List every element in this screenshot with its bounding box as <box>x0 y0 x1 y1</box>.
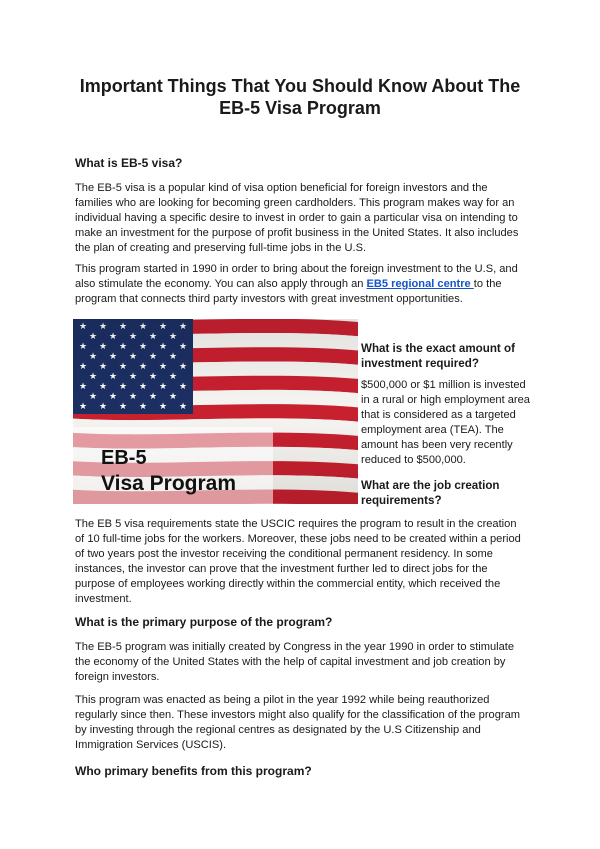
paragraph-text-before-link: This program started in 1990 in order to bring about the foreign investment to the U.S, and also stimulate the economy. You can also apply through an <box>75 263 518 290</box>
section-heading-what-is-eb5: What is EB-5 visa? <box>75 156 183 170</box>
paragraph-text-after-link: to the program that connects third party investors with great investment opportunities. <box>75 278 502 305</box>
side-heading-investment-amount: What is the exact amount of investment required? <box>361 342 515 370</box>
side-paragraph-investment: $500,000 or $1 million is invested in a rural or high employment area that is considered as a targeted employment area (TEA). The amount has been very recently reduced to $500,000. <box>361 379 530 466</box>
image-caption-eb5: EB-5 <box>101 447 147 469</box>
paragraph-eb5-intro: The EB-5 visa is a popular kind of visa option beneficial for foreign investors and the families who are looking for becoming green cardholders. This program makes way for an individual having a specific desire to invest in order to gain a particular visa on intending to make an investment for the purpose of profit business in the United States. It also includes the plan of creating and preserving full-time jobs in the U.S. <box>75 182 519 254</box>
paragraph-program-creation: The EB-5 program was initially created by Congress in the year 1990 in order to stimulate the economy of the United States with the help of capital investment and job creation by foreign investors. <box>75 641 515 683</box>
image-caption-visa-program: Visa Program <box>101 472 237 495</box>
side-heading-job-creation: What are the job creation requirements? <box>361 479 500 507</box>
american-flag-image <box>73 319 358 504</box>
title-line-1: Important Things That You Should Know About The <box>79 76 521 96</box>
paragraph-pilot-program: This program was enacted as being a pilot in the year 1992 while being reauthorized regularly since then. These investors might also qualify for the classification of the program by investing through the regional centres as designated by the U.S Citizenship and Immigration Services (USCIS). <box>75 694 520 751</box>
section-heading-who-benefits: Who primary benefits from this program? <box>75 764 312 778</box>
paragraph-job-requirements: The EB 5 visa requirements state the USCIC requires the program to result in the creation of 10 full-time jobs for the workers. Moreover, these jobs need to be created within a period of two years post the investor receiving the conditional permanent residency. In some instances, the investor can prove that the investment further led to direct jobs for the purpose of employees working directly within the commercial entity, which received the investment. <box>75 518 521 605</box>
document-title <box>70 75 530 119</box>
title-line-2: EB-5 Visa Program <box>219 98 381 118</box>
eb5-regional-centre-link[interactable]: EB5 regional centre <box>366 278 474 290</box>
section-heading-primary-purpose: What is the primary purpose of the program? <box>75 615 333 629</box>
paragraph-program-start <box>75 262 527 307</box>
